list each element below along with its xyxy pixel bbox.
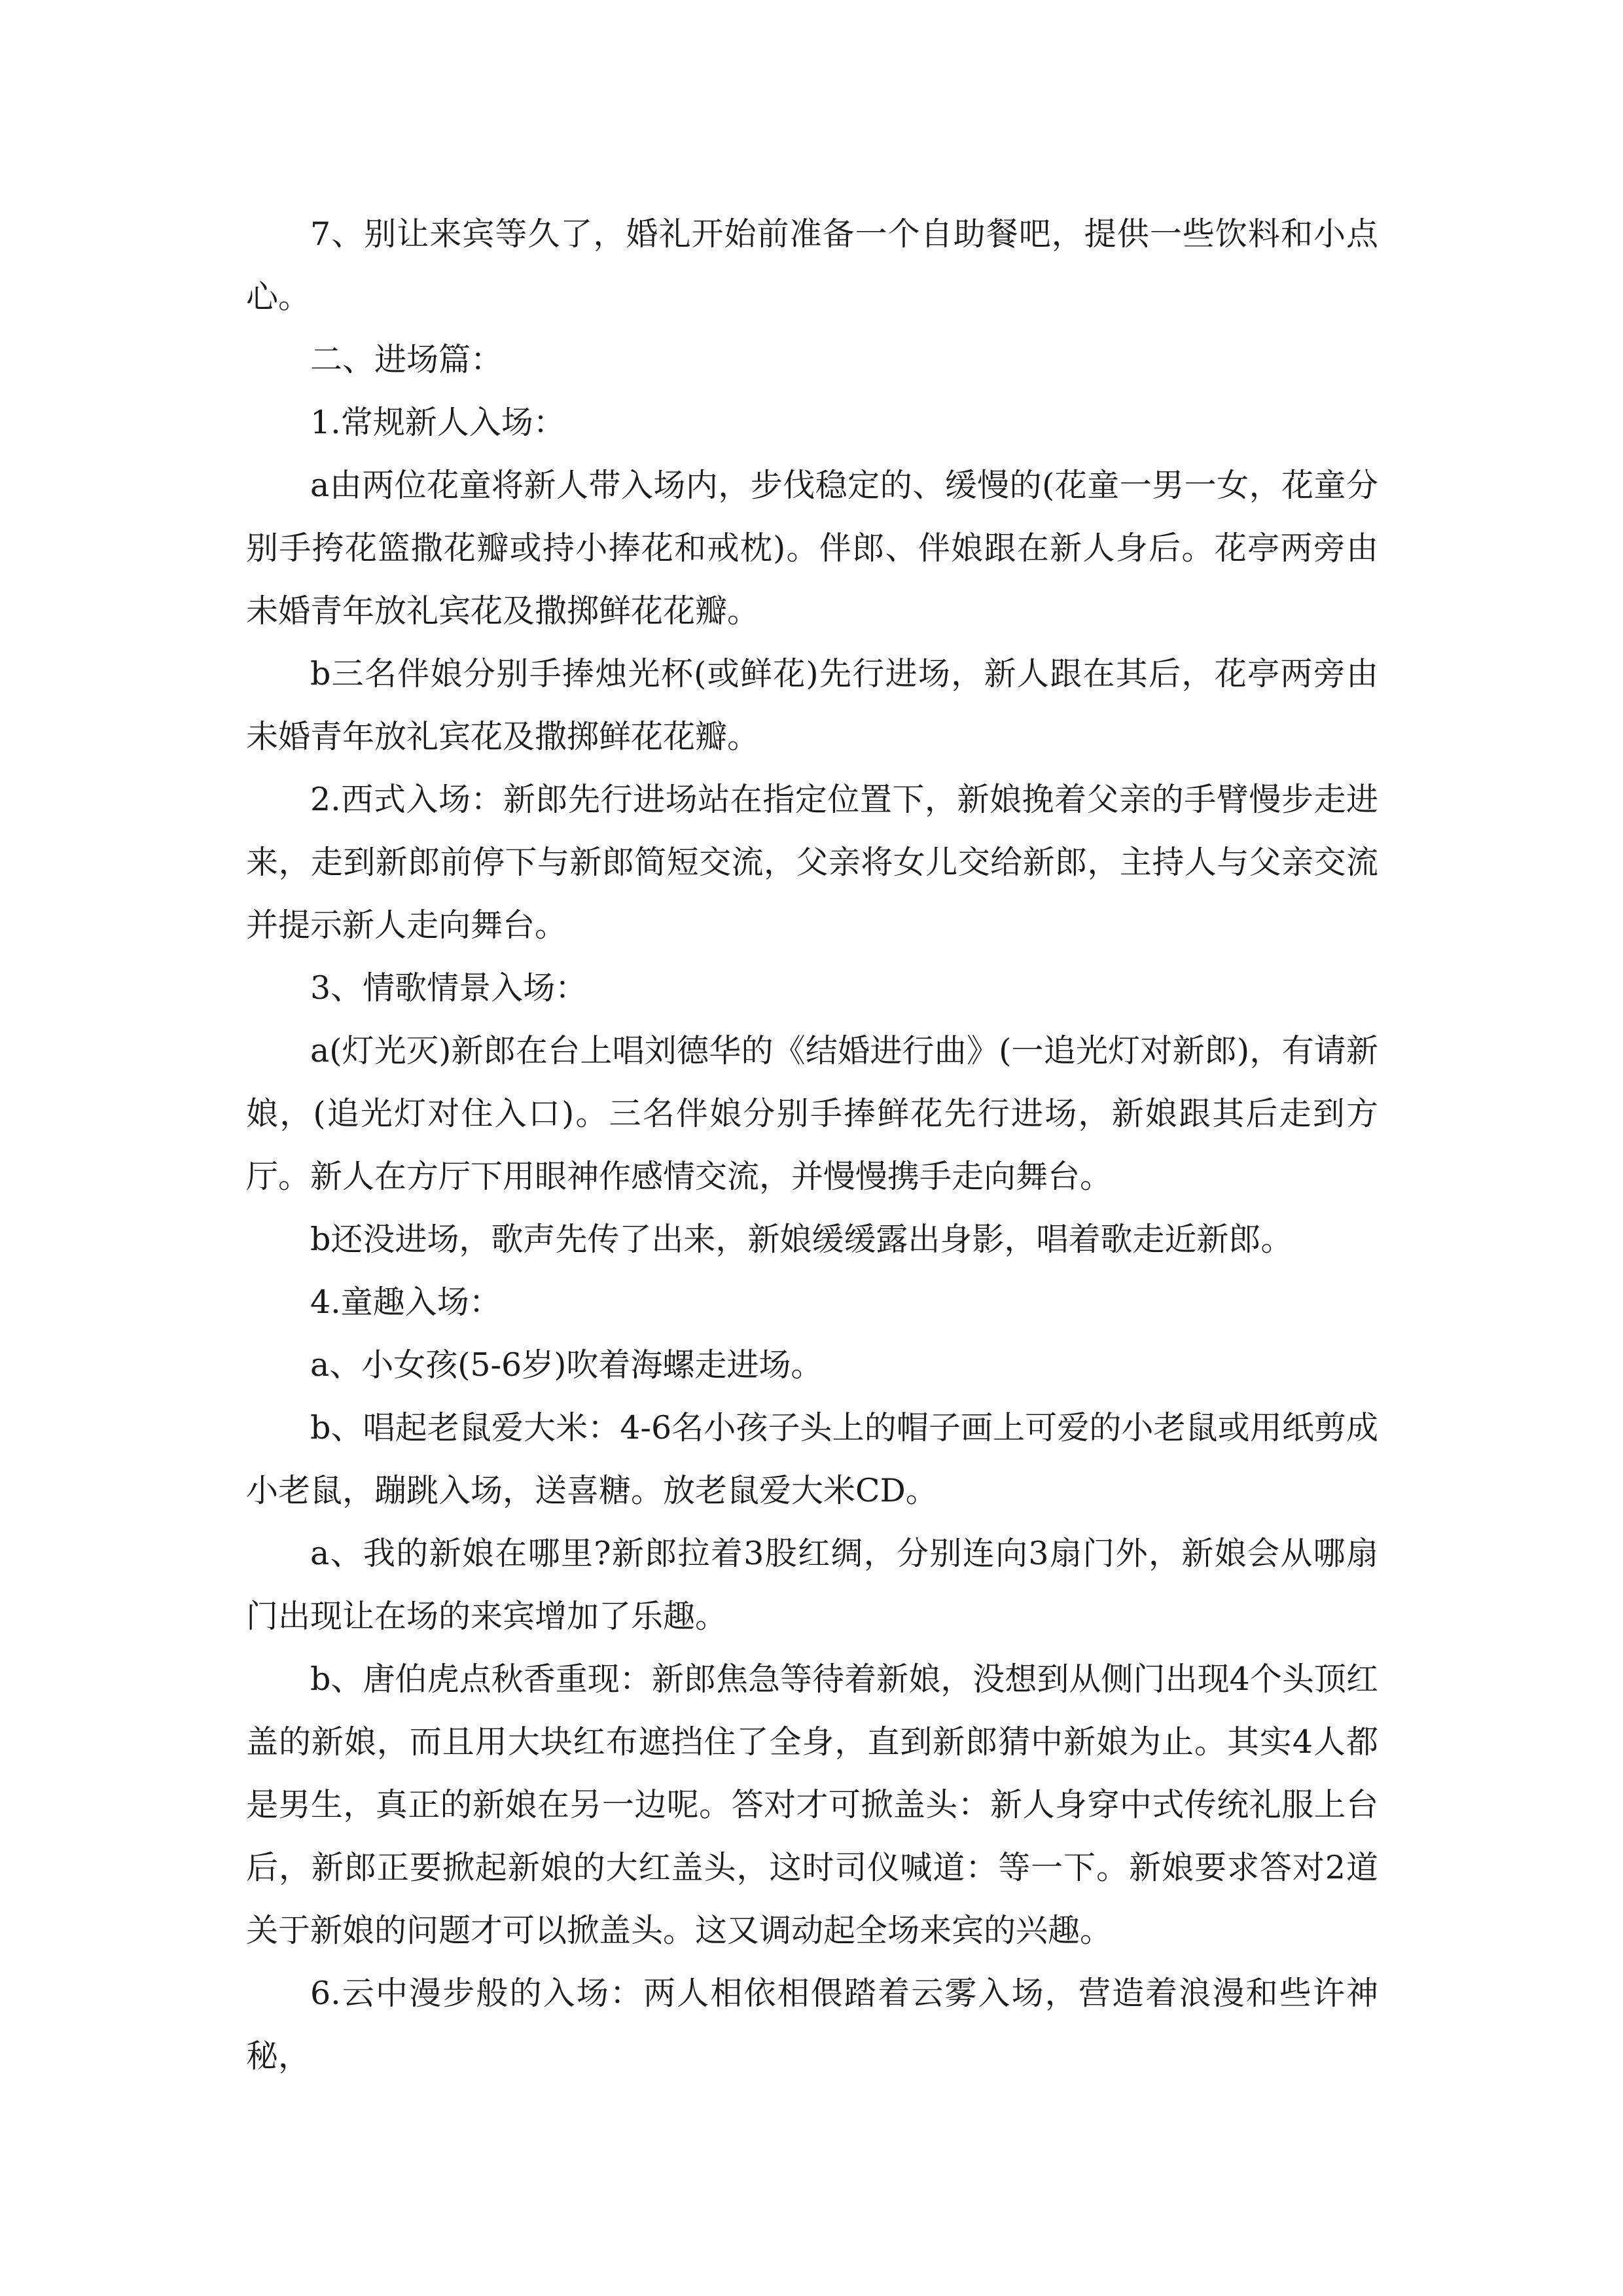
document-body [246,203,1378,2088]
subheading-regular-entrance: 1.常规新人入场： [310,404,565,441]
paragraph-buffet-tip: 7、别让来宾等久了，婚礼开始前准备一个自助餐吧，提供一些饮料和小点心。 [246,215,1378,315]
paragraph-western-entrance: 2.西式入场：新郎先行进场站在指定位置下，新娘挽着父亲的手臂慢步走进来，走到新郎前停下与新郎简短交流，父亲将女儿交给新郎，主持人与父亲交流并提示新人走向舞台。 [246,781,1378,944]
paragraph-cloud-walk: 6.云中漫步般的入场：两人相依相偎踏着云雾入场，营造着浪漫和些许神秘， [246,1975,1378,2075]
paragraph-childlike-b: b、唱起老鼠爱大米：4-6名小孩子头上的帽子画上可爱的小老鼠或用纸剪成小老鼠，蹦跳入场，送喜糖。放老鼠爱大米CD。 [246,1409,1378,1509]
paragraph-tang-bohu: b、唐伯虎点秋香重现：新郎焦急等待着新娘，没想到从侧门出现4个头顶红盖的新娘，而且用大块红布遮挡住了全身，直到新郎猜中新娘为止。其实4人都是男生，真正的新娘在另一边呢。答对才可掀盖头：新人身穿中式传统礼服上台后，新郎正要掀起新娘的大红盖头，这时司仪喊道：等一下。新娘要求答对2道关于新娘的问题才可以掀盖头。这又调动起全场来宾的兴趣。 [246,1660,1378,1949]
paragraph-love-song-a: a(灯光灭)新郎在台上唱刘德华的《结婚进行曲》(一追光灯对新郎)，有请新娘，(追光灯对住入口)。三名伴娘分别手捧鲜花先行进场，新娘跟其后走到方厅。新人在方厅下用眼神作感情交流，并慢慢携手走向舞台。 [246,1032,1378,1195]
paragraph-regular-b: b三名伴娘分别手捧烛光杯(或鲜花)先行进场，新人跟在其后，花亭两旁由未婚青年放礼宾花及撒掷鲜花花瓣。 [246,655,1378,755]
paragraph-childlike-a: a、小女孩(5-6岁)吹着海螺走进场。 [310,1346,823,1384]
subheading-childlike-entrance: 4.童趣入场： [310,1283,501,1321]
section-heading-entrance: 二、进场篇： [310,341,503,378]
paragraph-regular-a: a由两位花童将新人带入场内，步伐稳定的、缓慢的(花童一男一女，花童分别手挎花篮撒花瓣或持小捧花和戒枕)。伴郎、伴娘跟在新人身后。花亭两旁由未婚青年放礼宾花及撒掷鲜花花瓣。 [246,467,1378,630]
subheading-love-song-entrance: 3、情歌情景入场： [310,969,588,1007]
paragraph-where-is-bride: a、我的新娘在哪里?新郎拉着3股红绸，分别连向3扇门外，新娘会从哪扇门出现让在场的来宾增加了乐趣。 [246,1535,1378,1635]
paragraph-love-song-b: b还没进场，歌声先传了出来，新娘缓缓露出身影，唱着歌走近新郎。 [310,1221,1293,1258]
